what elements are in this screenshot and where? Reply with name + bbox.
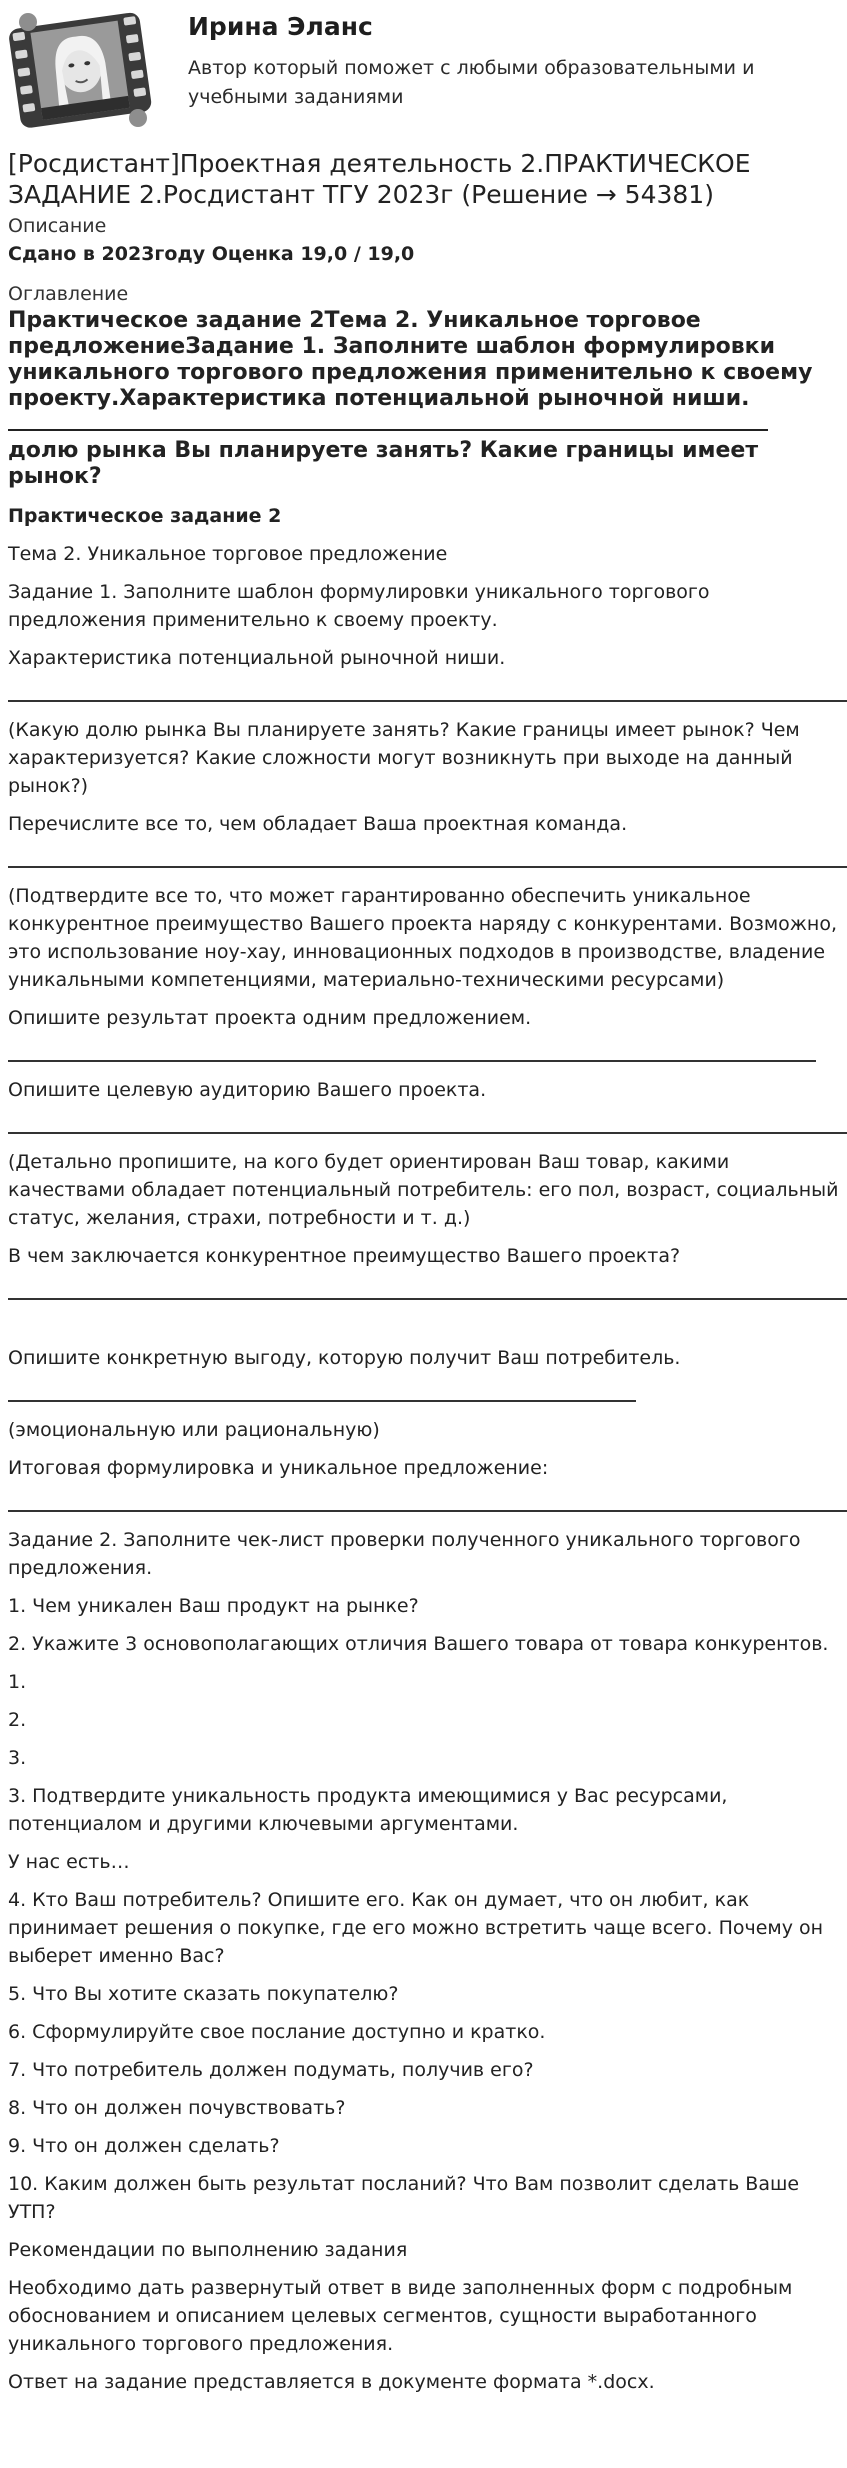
- checklist-subitem-1: 1.: [8, 1671, 27, 1693]
- niche-hint: (Какую долю рынка Вы планируете занять? Какие границы имеет рынок? Чем характеризуется? Какие сложности могут возникнуть при выходе на данный рынок?): [8, 719, 800, 797]
- author-info: [188, 6, 808, 112]
- toc-underline: [8, 413, 768, 431]
- checklist-item-2: 2. Укажите 3 основополагающих отличия Вашего товара от товара конкурентов.: [8, 1633, 829, 1655]
- author-name[interactable]: Ирина Эланс: [188, 12, 373, 41]
- recommendations-text: Необходимо дать развернутый ответ в виде заполненных форм с подробным обоснованием и описанием целевых сегментов, сущности выработанного уникального торгового предложения.: [8, 2277, 793, 2355]
- team-paragraph: Перечислите все то, чем обладает Ваша проектная команда.: [8, 813, 628, 835]
- advantage-paragraph: В чем заключается конкурентное преимущество Вашего проекта?: [8, 1245, 681, 1267]
- toc-label: Оглавление: [8, 283, 129, 305]
- benefit-hint: (эмоциональную или рациональную): [8, 1419, 380, 1441]
- answer-line: [8, 1510, 847, 1512]
- avatar-image: [8, 6, 156, 132]
- niche-paragraph: Характеристика потенциальной рыночной ниши.: [8, 647, 506, 669]
- answer-line: [8, 1060, 816, 1062]
- checklist-item-3: 3. Подтвердите уникальность продукта имеющимися у Вас ресурсами, потенциалом и другими ключевыми аргументами.: [8, 1785, 728, 1835]
- checklist-item-10: 10. Каким должен быть результат посланий? Что Вам позволит сделать Ваше УТП?: [8, 2173, 800, 2223]
- checklist-item-7: 7. Что потребитель должен подумать, получив его?: [8, 2059, 534, 2081]
- task1-paragraph: Задание 1. Заполните шаблон формулировки уникального торгового предложения применительно к своему проекту.: [8, 581, 710, 631]
- checklist-item-4: 4. Кто Ваш потребитель? Опишите его. Как он думает, что он любит, как принимает решения о покупке, где его можно встретить чаще всего. Почему он выберет именно Вас?: [8, 1889, 824, 1967]
- audience-paragraph: Опишите целевую аудиторию Вашего проекта.: [8, 1079, 487, 1101]
- checklist-we-have: У нас есть…: [8, 1851, 130, 1873]
- author-avatar[interactable]: [8, 6, 156, 132]
- checklist-subitem-2: 2.: [8, 1709, 27, 1731]
- topic-paragraph: Тема 2. Уникальное торговое предложение: [8, 543, 448, 565]
- checklist-item-9: 9. Что он должен сделать?: [8, 2135, 280, 2157]
- recommendations-heading: Рекомендации по выполнению задания: [8, 2239, 408, 2261]
- author-card: [0, 0, 847, 136]
- toc-text-part1: Практическое задание 2Тема 2. Уникальное торговое предложениеЗадание 1. Заполните шаблон формулировки уникального торгового предложения применительно к своему проекту.Характеристика потенциальной рыночной ниши.: [8, 308, 813, 411]
- answer-line: [8, 1132, 847, 1134]
- author-description: Автор который поможет с любыми образовательными и учебными заданиями: [188, 57, 755, 108]
- section-title: Практическое задание 2: [8, 505, 282, 527]
- answer-line: [8, 700, 847, 702]
- checklist-item-1: 1. Чем уникален Ваш продукт на рынке?: [8, 1595, 419, 1617]
- format-note: Ответ на задание представляется в документе формата *.docx.: [8, 2371, 655, 2393]
- toc-text-part2: долю рынка Вы планируете занять? Какие границы имеет рынок?: [8, 438, 759, 489]
- answer-line: [8, 1400, 636, 1402]
- checklist-item-5: 5. Что Вы хотите сказать покупателю?: [8, 1983, 399, 2005]
- checklist-item-8: 8. Что он должен почувствовать?: [8, 2097, 346, 2119]
- task2-paragraph: Задание 2. Заполните чек-лист проверки полученного уникального торгового предложения.: [8, 1529, 801, 1579]
- answer-line: [8, 866, 847, 868]
- submitted-status: Сдано в 2023году Оценка 19,0 / 19,0: [8, 243, 415, 265]
- page-title: [Росдистант]Проектная деятельность 2.ПРАКТИЧЕСКОЕ ЗАДАНИЕ 2.Росдистант ТГУ 2023г (Решение → 54381): [8, 149, 751, 209]
- checklist-item-6: 6. Сформулируйте свое послание доступно и кратко.: [8, 2021, 546, 2043]
- final-paragraph: Итоговая формулировка и уникальное предложение:: [8, 1457, 549, 1479]
- result-paragraph: Опишите результат проекта одним предложением.: [8, 1007, 532, 1029]
- description-label: Описание: [8, 215, 107, 237]
- toc-text: [0, 308, 847, 438]
- team-hint: (Подтвердите все то, что может гарантированно обеспечить уникальное конкурентное преимущество Вашего проекта наряду с конкурентами. Возможно, это использование ноу-хау, инновационных подходов в производстве, владение уникальными компетенциями, материально-техническими ресурсами): [8, 885, 838, 991]
- benefit-paragraph: Опишите конкретную выгоду, которую получит Ваш потребитель.: [8, 1347, 681, 1369]
- checklist-subitem-3: 3.: [8, 1747, 27, 1769]
- audience-hint: (Детально пропишите, на кого будет ориентирован Ваш товар, какими качествами обладает потенциальный потребитель: его пол, возраст, социальный статус, желания, страхи, потребности и т. д.): [8, 1151, 839, 1229]
